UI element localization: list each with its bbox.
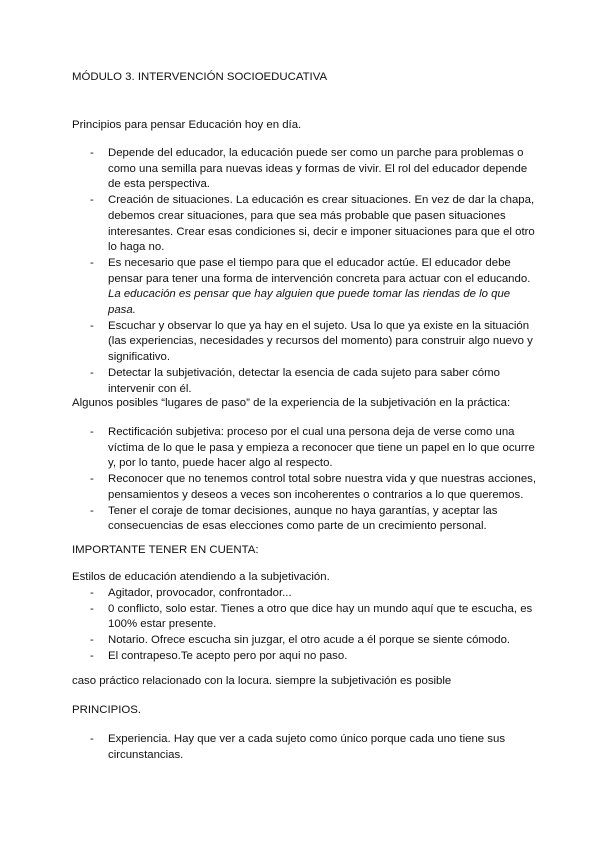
item-line: Escuchar y observar lo que ya hay en el sujeto. Usa lo que ya existe en la situación <box>108 319 530 332</box>
estilos-heading: Estilos de educación atendiendo a la subjetivación. <box>72 571 330 583</box>
bullet-dash: - <box>90 194 94 207</box>
lugares-heading: Algunos posibles “lugares de paso” de la experiencia de la subjetivación en la práctica: <box>72 397 511 409</box>
list-item <box>90 586 540 602</box>
item-line: pensamientos y deseos a veces son incoherentes o contrarios a lo que queremos. <box>108 488 524 501</box>
list-item <box>90 193 540 256</box>
bullet-dash: - <box>90 366 94 379</box>
item-line: Detectar la subjetivación, detectar la esencia de cada sujeto para saber cómo <box>108 366 500 379</box>
item-line: Tener el coraje de tomar decisiones, aunque no haya garantías, y aceptar las <box>108 504 498 517</box>
importante-heading: IMPORTANTE TENER EN CUENTA: <box>72 544 259 556</box>
item-line: significativo. <box>108 351 171 364</box>
bullet-dash: - <box>90 587 94 599</box>
bullet-dash: - <box>90 319 94 332</box>
item-line: debemos crear situaciones, para que sea más probable que pasen situaciones <box>108 209 506 222</box>
item-line: Reconocer que no tenemos control total sobre nuestra vida y que nuestras acciones, <box>108 473 537 486</box>
item-line: lo haga no. <box>108 241 165 254</box>
list-item <box>90 732 540 763</box>
list-item <box>90 256 540 319</box>
item-line: pensar para tener una forma de intervención concreta para actuar con el educando. <box>108 272 531 285</box>
item-line: Rectificación subjetiva: proceso por el cual una persona deja de verse como una <box>108 426 515 438</box>
principles-list <box>90 146 540 397</box>
list-item <box>90 472 540 503</box>
list-item <box>90 366 540 397</box>
bullet-dash: - <box>90 504 94 517</box>
item-line: 0 conflicto, solo estar. Tienes a otro que dice hay un mundo aquí que te escucha, es <box>108 602 533 615</box>
caso-paragraph: caso práctico relacionado con la locura. siempre la subjetivación es posible <box>72 675 452 687</box>
principios-list <box>90 732 540 763</box>
lugares-list <box>90 425 540 535</box>
list-item <box>90 633 540 649</box>
bullet-dash: - <box>90 602 94 615</box>
bullet-dash: - <box>90 473 94 486</box>
item-line: El contrapeso.Te acepto pero por aqui no paso. <box>108 649 348 662</box>
item-line: Es necesario que pase el tiempo para que el educador actúe. El educador debe <box>108 256 511 269</box>
item-line: Notario. Ofrece escucha sin juzgar, el otro acude a él porque se siente cómodo. <box>108 634 511 647</box>
bullet-dash: - <box>90 256 94 269</box>
list-item <box>90 425 540 472</box>
bullet-dash: - <box>90 634 94 647</box>
bullet-dash: - <box>90 649 94 662</box>
list-item <box>90 319 540 366</box>
item-line: 100% estar presente. <box>108 618 217 631</box>
item-line: Depende del educador, la educación puede ser como un parche para problemas o <box>108 147 524 159</box>
item-line: intervenir con él. <box>108 382 192 395</box>
principios-heading: PRINCIPIOS. <box>72 704 141 716</box>
bullet-dash: - <box>90 426 94 438</box>
item-line: como una semilla para nuevas ideas y formas de vivir. El rol del educador depende <box>108 162 528 175</box>
item-line: interesantes. Crear esas condiciones si, decir e imponer situaciones para que el otro <box>108 225 535 238</box>
estilos-list <box>90 586 540 665</box>
bullet-dash: - <box>90 733 94 745</box>
list-item <box>90 146 540 193</box>
item-line: (las experiencias, necesidades y recursos del momento) para construir algo nuevo y <box>108 335 533 348</box>
item-italic-line: pasa. <box>108 304 136 317</box>
list-item <box>90 649 540 665</box>
intro-paragraph: Principios para pensar Educación hoy en día. <box>72 119 302 131</box>
item-italic-line: La educación es pensar que hay alguien que puede tomar las riendas de lo que <box>108 288 511 301</box>
item-line: y, por lo tanto, puede hacer algo al respecto. <box>108 457 333 470</box>
item-line: víctima de lo que le pasa y empieza a reconocer que tiene un papel en lo que ocurre <box>108 441 535 454</box>
list-item <box>90 504 540 535</box>
item-line: de esta perspectiva. <box>108 178 210 191</box>
item-line: circunstancias. <box>108 748 184 761</box>
bullet-dash: - <box>90 147 94 159</box>
item-line: Experiencia. Hay que ver a cada sujeto como único porque cada uno tiene sus <box>108 733 506 745</box>
item-line: Agitador, provocador, confrontador... <box>108 587 292 599</box>
list-item <box>90 602 540 633</box>
item-line: consecuencias de esas elecciones como parte de un crecimiento personal. <box>108 520 487 533</box>
item-line: Creación de situaciones. La educación es crear situaciones. En vez de dar la chapa, <box>108 194 535 207</box>
document-title: MÓDULO 3. INTERVENCIÓN SOCIOEDUCATIVA <box>72 71 328 83</box>
